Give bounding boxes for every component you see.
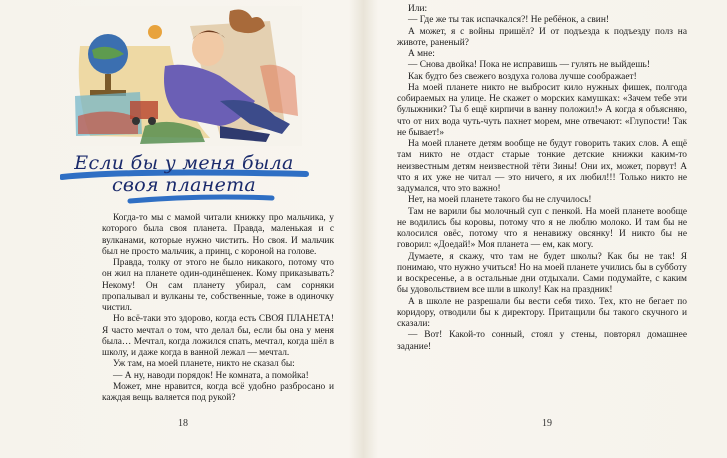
paragraph: — Снова двойка! Пока не исправишь — гулять не выйдешь!: [408, 60, 650, 71]
paragraph: А в школе не разрешали бы вести себя тихо. Тех, кто не бегает по коридору, отводили бы к директору. Притащили бы такого скучного и сказали:: [397, 296, 687, 329]
paragraph: Или:: [408, 4, 428, 14]
page-number-left: 18: [178, 418, 188, 429]
paragraph: Правда, толку от этого не было никакого, потому что он жил на планете один-одинёшенек. Кому приказывать? Некому! Он сам планету убирал, сам сорняки пропалывал и вулканы те, собственные, тоже в одиночку чистил.: [102, 258, 334, 313]
left-page: [0, 0, 363, 458]
chapter-title: [60, 150, 310, 210]
paragraph: Уж там, на моей планете, никто не сказал бы:: [113, 359, 295, 370]
paragraph: — А ну, наводи порядок! Не комната, а помойка!: [113, 370, 309, 381]
right-page-body: [397, 4, 687, 353]
boy-illustration: [70, 6, 302, 146]
paragraph: На моей планете никто не выбросит кило нужных фишек, полгода собираемых на улице. Не скажет о морских камушках: «Зачем тебе эти булыжники? Ты б ещё кирпичи в ванну положил!» А когда я объясняю, что от них вода чуть-чуть пахнет морем, мне отвечают: «Глупости! Так не бывает!»: [397, 82, 687, 138]
paragraph: Нет, на моей планете такого бы не случилось!: [408, 195, 592, 206]
paragraph: Когда-то мы с мамой читали книжку про мальчика, у которого была своя планета. Правда, маленькая и с вулканами, которые нужно чистить. Но своя. И мальчик был не просто мальчик, а принц, с короной на голове.: [102, 213, 334, 257]
paragraph: А мне:: [408, 49, 435, 59]
chapter-title-text: Если бы у меня была своя планета: [74, 152, 294, 196]
paragraph: — Где же ты так испачкался?! Не ребёнок, а свин!: [408, 15, 609, 26]
paragraph: На моей планете детям вообще не будут говорить таких слов. А ещё там никто не отдаст старые тонкие детские книжки каким-то неизвестным детям неизвестной тёти Зины! Они их, может, порвут! А что я их уже не читал — это ничего, я их любил!!! Только никто не задумался, что это важно!: [397, 139, 687, 194]
left-page-body: [102, 213, 334, 404]
paragraph: Там не варили бы молочный суп с пенкой. На моей планете вообще не водились бы коровы, потому что я не люблю молоко. И там бы не колосился овёс, потому что я ненавижу овсянку! И никто бы не говорил: «Доедай!» Моя планета — ем, как могу.: [397, 206, 687, 251]
paragraph: Думаете, я скажу, что там не будет школы? Как бы не так! Я понимаю, что нужно учиться! Но на моей планете учились бы в субботу и воскресенье, а в остальные дни отдыхали. Сами подумайте, с каким бы удовольствием все шли в школу! Как на праздник!: [397, 251, 687, 296]
paragraph: Может, мне нравится, когда всё удобно разбросано и каждая вещь валяется под рукой?: [102, 381, 334, 403]
paragraph: Но всё-таки это здорово, когда есть СВОЯ ПЛАНЕТА! Я часто мечтал о том, что делал бы, если бы она у меня была… Мечтал, когда ложился спать, мечтал, когда шёл в школу, и даже когда в ванной лежал — мечтал.: [102, 314, 334, 358]
paragraph: — Вот! Какой-то сонный, стоял у стены, повторял домашнее задание!: [397, 330, 687, 352]
right-page: [364, 0, 727, 458]
paragraph: А может, я с войны пришёл? И от подъезда к подъезду полз на животе, раненый?: [397, 26, 687, 48]
page-number-right: 19: [542, 418, 552, 429]
paragraph: Как будто без свежего воздуха голова лучше соображает!: [408, 71, 637, 82]
